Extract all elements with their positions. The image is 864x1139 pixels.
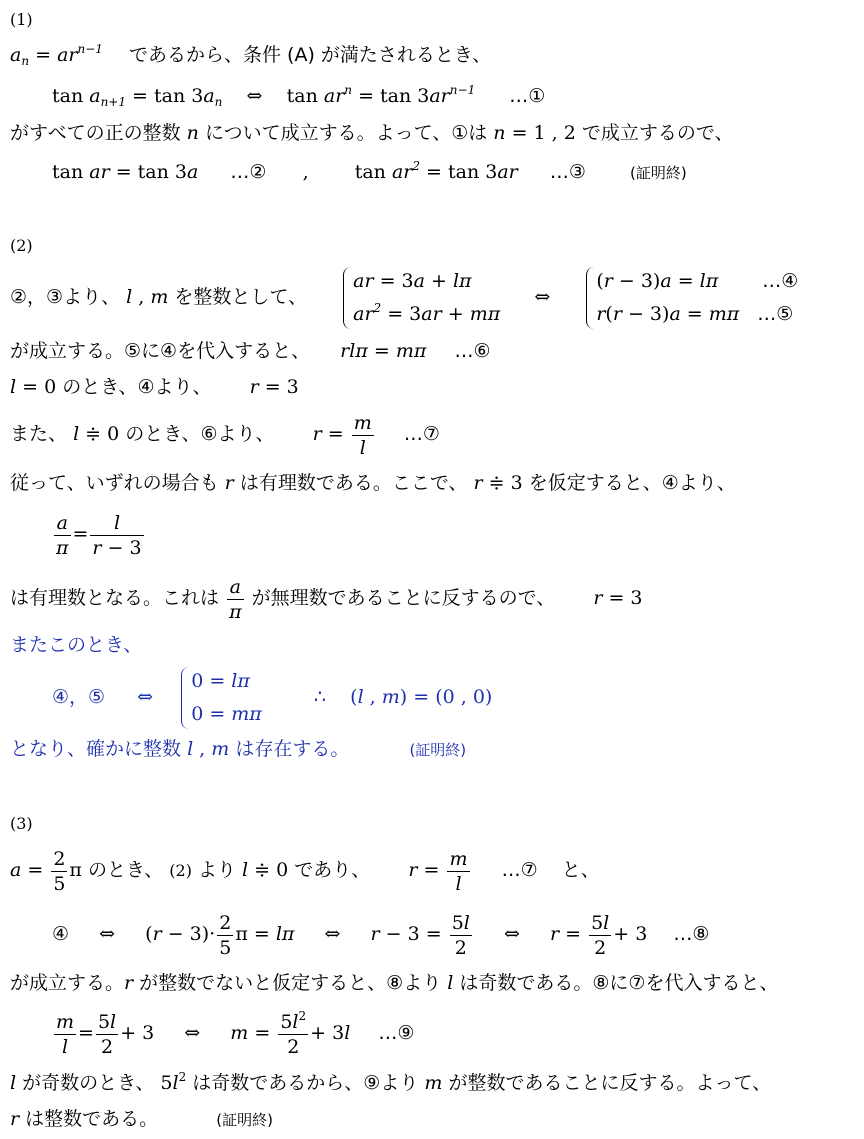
part2-line4-text-a: また、 [10,423,68,445]
part2-line4-text-b: のとき、⑥より、 [125,423,275,445]
formula-l-neq-0-b: l ≑ 0 [242,859,289,881]
part3-line6 [10,1107,273,1132]
part2-line2 [10,339,490,363]
system-2: (r − 3)a = lπ …④ r(r − 3)a = mπ …⑤ [584,265,798,331]
formula-eq6: rlπ = mπ [340,340,427,362]
formula-l-zero: l = 0 [10,376,57,398]
qed-label-3: (証明終) [216,1111,273,1129]
system-3: 0 = lπ 0 = mπ [179,665,262,731]
part1-line2 [52,84,545,108]
part3-line1-text-d: と、 [561,859,600,881]
part2-line4 [10,408,440,460]
part3-ref-2: (2) [169,861,192,880]
marker-2: …② [230,161,267,183]
marker-9: …⑨ [378,1022,415,1044]
formula-eq8-chain-a: (r − 3)· $\frac{2}{5}$ π = lπ [145,911,295,959]
separator-comma: , [302,161,309,183]
formula-n-values: n = 1 , 2 [493,122,576,144]
part3-line5 [10,1071,771,1095]
part1-line4 [52,160,687,185]
var-r-b: r [124,972,134,994]
formula-5l-squared: $5l^2$ [160,1070,187,1094]
marker-5: …⑤ [757,303,794,325]
marker-4: …④ [762,270,799,292]
equiv-arrow-3b: ⇔ [324,923,341,945]
part2-blue-text-1: またこのとき、 [10,634,143,656]
part2-blue-line3 [10,737,466,762]
part2-heading: (2) [10,236,33,255]
part3-line1-text-b: より [197,859,236,881]
equiv-arrow-blue: ⇔ [137,686,154,708]
marker-7: …⑦ [403,423,440,445]
equiv-arrow-3c: ⇔ [503,923,520,945]
qed-label-1: (証明終) [630,164,687,182]
var-m: m [424,1072,443,1094]
part3-line5-text-b: は奇数であるから、⑨より [192,1072,419,1094]
part3-line3-text-a: が成立する。 [10,972,125,994]
qed-label-2: (証明終) [409,741,467,759]
formula-m-over-l: $\frac{m}{l}$ = $\frac{5l}{2}$ + 3 [56,1010,155,1058]
part2-line5 [10,471,736,495]
formula-a-eq-2-5-pi: a = $\frac{2}{5}$ π [10,847,82,895]
formula-tan-equivalence: $\tan a_{n+1} = \tan 3a_n$ ⇔ $\tan ar^n = \tan 3ar^{n-1}$ [52,83,476,109]
fraction-a-over-pi: $\frac{a}{\pi}$ [229,575,242,623]
part2-line7 [10,572,643,624]
part2-line5-text-c: を仮定すると、④より、 [528,472,736,494]
equiv-arrow-3d: ⇔ [184,1022,201,1044]
part3-ref-4: ④ [52,923,70,945]
part1-line3-text-a: がすべての正の整数 [10,122,181,144]
marker-8: …⑧ [673,923,710,945]
vars-l-m: l , m [126,286,169,308]
formula-therefore-lm: ∴ (l , m) = (0 , 0) [313,686,493,708]
part1-line3-text-b: について成立する。よって、①は [204,122,488,144]
formula-r-eq-m-over-l: r = $\frac{m}{l}$ [312,411,372,459]
part2-line7-text-a: は有理数となる。これは [10,587,220,609]
part3-line3-text-b: が整数でないと仮定すると、⑧より [139,972,442,994]
part2-line2-text: が成立する。⑤に④を代入すると、 [10,340,311,362]
part3-heading: (3) [10,814,33,833]
part2-blue-text-3a: となり、確かに整数 [10,738,182,760]
formula-a-over-pi: $\frac{a}{\pi}$ = $\frac{l}{r - 3}$ [56,511,142,559]
part3-line5-text-a: が奇数のとき、 [22,1072,155,1094]
var-l-b: l [10,1072,17,1094]
formula-eq9: m = $\frac{5l^2}{2}$ + 3l [230,1008,351,1058]
part3-line4 [52,1007,414,1059]
system-1: ar = 3a + lπ $ar^2 = 3ar + m\pi$ [341,265,500,331]
part3-line1-text-a: のとき、 [87,859,164,881]
part2-line1-text-a: ②，③より、 [10,286,121,308]
formula-eq8-chain-b: r − 3 = $\frac{5l}{2}$ [370,911,470,959]
var-r: r [224,472,234,494]
part3-line3-text-c: は奇数である。⑧に⑦を代入すると、 [459,972,779,994]
formula-r-eq-3-b: r = 3 [593,587,643,609]
part2-blue-line2 [52,664,492,731]
part3-line1 [10,844,600,897]
formula-r-eq-m-over-l-b: r = $\frac{m}{l}$ [408,847,468,895]
part2-line7-text-b: が無理数であることに反するので、 [251,587,556,609]
part2-line1 [10,264,798,331]
part1-heading: (1) [10,10,33,29]
part2-line5-text-a: 従って、いずれの場合も [10,472,219,494]
var-r-c: r [10,1108,20,1130]
part2-blue-text-3b: は存在する。 [235,738,350,760]
part1-condition-text: であるから、条件 (A) が満たされるとき、 [129,44,492,66]
part1-line1 [10,43,491,67]
part2-line6 [52,508,146,560]
formula-l-neq-0: l ≑ 0 [73,423,120,445]
formula-eq2: tan ar = tan 3a [52,161,199,183]
marker-3: …③ [549,161,586,183]
part2-blue-refs: ④，⑤ [52,686,106,708]
marker-7b: …⑦ [501,859,538,881]
equiv-arrow: ⇔ [534,286,551,308]
part3-line5-text-c: が整数であることに反する。よって、 [448,1072,772,1094]
formula-an-definition: $a_n = ar^{n-1}$ [10,42,103,68]
vars-l-m-blue: l , m [187,738,230,760]
part3-line6-text: は整数である。 [25,1108,159,1130]
part2-line3-text: のとき、④より、 [62,376,212,398]
marker-1: …① [509,85,546,107]
part3-line1-text-c: であり、 [294,859,371,881]
formula-eq3: $\tan ar^2 = \tan 3ar$ [354,159,518,183]
formula-eq8-final: r = $\frac{5l}{2}$ + 3 [549,911,648,959]
part2-line5-text-b: は有理数である。ここで、 [239,472,468,494]
part2-blue-line1 [10,633,142,657]
marker-6: …⑥ [454,340,491,362]
part3-line2 [52,908,709,960]
equiv-arrow-3a: ⇔ [99,923,116,945]
formula-r-neq-3: r ≑ 3 [473,472,523,494]
part1-line3 [10,121,734,145]
part2-line1-text-b: を整数として、 [174,286,308,308]
part3-line3 [10,971,778,995]
var-n: n [186,122,199,144]
formula-r-eq-3-a: r = 3 [249,376,299,398]
var-l: l [447,972,454,994]
part1-line3-text-c: で成立するので、 [581,122,734,144]
part2-line3 [10,375,299,399]
